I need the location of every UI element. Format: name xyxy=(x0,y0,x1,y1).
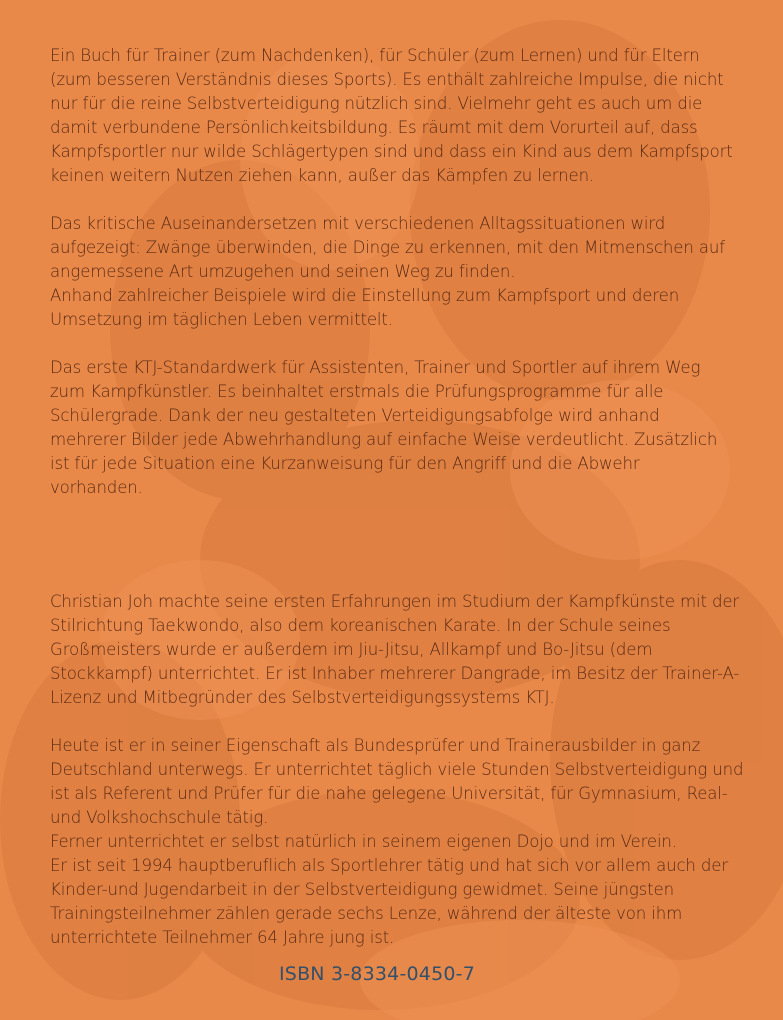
description-paragraph-1: Ein Buch für Trainer (zum Nachdenken), für Schüler (zum Lernen) und für Eltern (zum besseren Verständnis dieses Sports). Es enthält zahlreiche Impulse, die nicht nur für die reine Selbstverteidigung nützlich sind. Vielmehr geht es auch um die damit verbundene Persönlichkeitsbildung. Es räumt mit dem Vorurteil auf, dass Kampfsportler nur wilde Schlägertypen sind und dass ein Kind aus dem Kampfsport keinen weitern Nutzen ziehen kann, außer das Kämpfen zu lernen. xyxy=(50,46,733,185)
author-paragraph-1: Christian Joh machte seine ersten Erfahrungen im Studium der Kampfkünste mit der Stilrichtung Taekwondo, also dem koreanischen Karate. In der Schule seines Großmeisters wurde er außerdem im Jiu-Jitsu, Allkampf und Bo-Jitsu (dem Stockkampf) unterrichtet. Er ist Inhaber mehrerer Dangrade, im Besitz der Trainer-A- Lizenz und Mitbegründer des Selbstverteidigungssystems KTJ. xyxy=(50,592,740,707)
paragraph-spacer xyxy=(50,710,750,734)
isbn-label: ISBN 3-8334-0450-7 xyxy=(279,963,476,985)
description-paragraph-2: Das kritische Auseinandersetzen mit verschiedenen Alltagssituationen wird aufgezeigt: Zwänge überwinden, die Dinge zu erkennen, mit den Mitmenschen auf angemessene Art umzugehen und seinen Weg zu finden. Anhand zahlreicher Beispiele wird die Einstellung zum Kampfsport und deren Umsetzung im täglichen Leben vermittelt. xyxy=(50,214,725,329)
back-cover-text xyxy=(50,44,750,950)
author-paragraph-2: Heute ist er in seiner Eigenschaft als Bundesprüfer und Trainerausbilder in ganz Deutschland unterwegs. Er unterrichtet täglich viele Stunden Selbstverteidigung und ist als Referent und Prüfer für die nahe gelegene Universität, für Gymnasium, Real- und Volkshochschule tätig. Ferner unterrichtet er selbst natürlich in seinem eigenen Dojo und im Verein. Er ist seit 1994 hauptberuflich als Sportlehrer tätig und hat sich vor allem auch der Kinder-und Jugendarbeit in der Selbstverteidigung gewidmet. Seine jüngsten Trainingsteilnehmer zählen gerade sechs Lenze, während der älteste von ihm unterrichtete Teilnehmer 64 Jahre jung ist. xyxy=(50,736,744,947)
paragraph-spacer xyxy=(50,332,750,356)
paragraph-spacer xyxy=(50,188,750,212)
description-paragraph-3: Das erste KTJ-Standardwerk für Assistenten, Trainer und Sportler auf ihrem Weg zum Kampfkünstler. Es beinhaltet erstmals die Prüfungsprogramme für alle Schülergrade. Dank der neu gestalteten Verteidigungsabfolge wird anhand mehrerer Bilder jede Abwehrhandlung auf einfache Weise verdeutlicht. Zusätzlich ist für jede Situation eine Kurzanweisung für den Angriff und die Abwehr vorhanden. xyxy=(50,358,718,497)
section-spacer xyxy=(50,500,750,590)
